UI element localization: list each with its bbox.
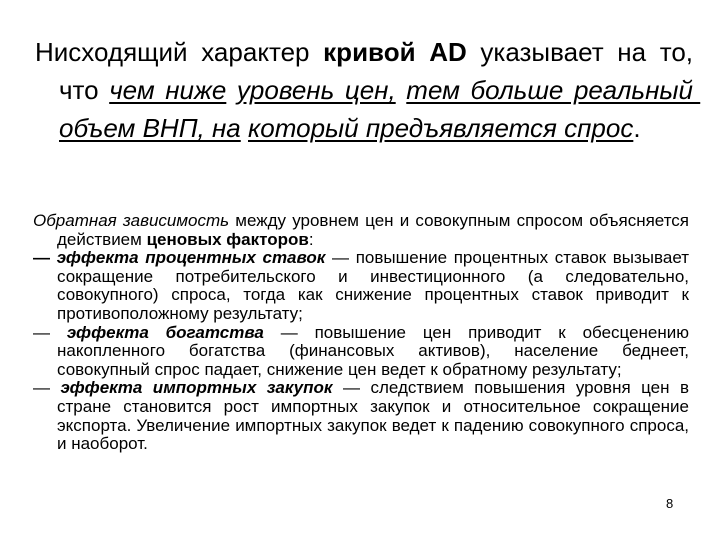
item-dash: — xyxy=(33,378,61,398)
paragraph-interest-rate-effect xyxy=(33,249,689,323)
paragraph-intro xyxy=(33,212,689,249)
heading-underlined-3: тем больше реальный объем ВНП, на xyxy=(59,75,701,143)
body-text xyxy=(33,212,689,454)
paragraph-import-effect xyxy=(33,379,689,453)
item-title: эффекта богатства xyxy=(66,322,264,342)
heading-mid: указывает на то, что xyxy=(59,37,693,105)
heading-space-2 xyxy=(396,75,407,105)
paragraph-wealth-effect xyxy=(33,324,689,380)
item-dash: — xyxy=(33,248,57,268)
item-text: — повышение цен приводит к обесценению накопленного богатства (финансовых активов), население беднеет, совокупный спрос падает, снижение цен ведет к обратному результату; xyxy=(57,322,689,379)
intro-bold: ценовых факторов xyxy=(146,229,309,249)
heading-underlined-2: уровень цен, xyxy=(236,75,396,105)
heading-lead: Нисходящий характер xyxy=(35,37,324,67)
heading-space-3 xyxy=(241,113,248,143)
heading-space-1 xyxy=(226,75,237,105)
intro-end: : xyxy=(308,229,314,249)
intro-italic: Обратная зависимость xyxy=(33,211,230,230)
heading-ad-curve: кривой AD xyxy=(323,37,467,67)
item-dash: — xyxy=(33,322,67,342)
item-title: эффекта процентных ставок xyxy=(56,248,326,268)
item-text: — повышение процентных ставок вызывает сокращение потребительского и инвестиционного (а следовательно, совокупного) спроса, тогда как снижение процентных ставок приводит к противоположному результату; xyxy=(57,248,689,323)
page-number: 8 xyxy=(666,496,674,511)
item-text: — следствием повышения уровня цен в стране становится рост импортных закупок и относительное сокращение экспорта. Увеличение импортных закупок ведет к падению совокупного спроса, и наоборот. xyxy=(57,378,689,454)
heading-underlined-4: который предъявляется спрос xyxy=(248,113,634,143)
heading-underlined-1: чем ниже xyxy=(109,75,227,105)
heading-end: . xyxy=(633,113,641,143)
intro-text: между уровнем цен и совокупным спросом объясняется действием xyxy=(57,211,689,249)
item-title: эффекта импортных закупок xyxy=(60,378,333,398)
slide-heading xyxy=(35,33,701,147)
